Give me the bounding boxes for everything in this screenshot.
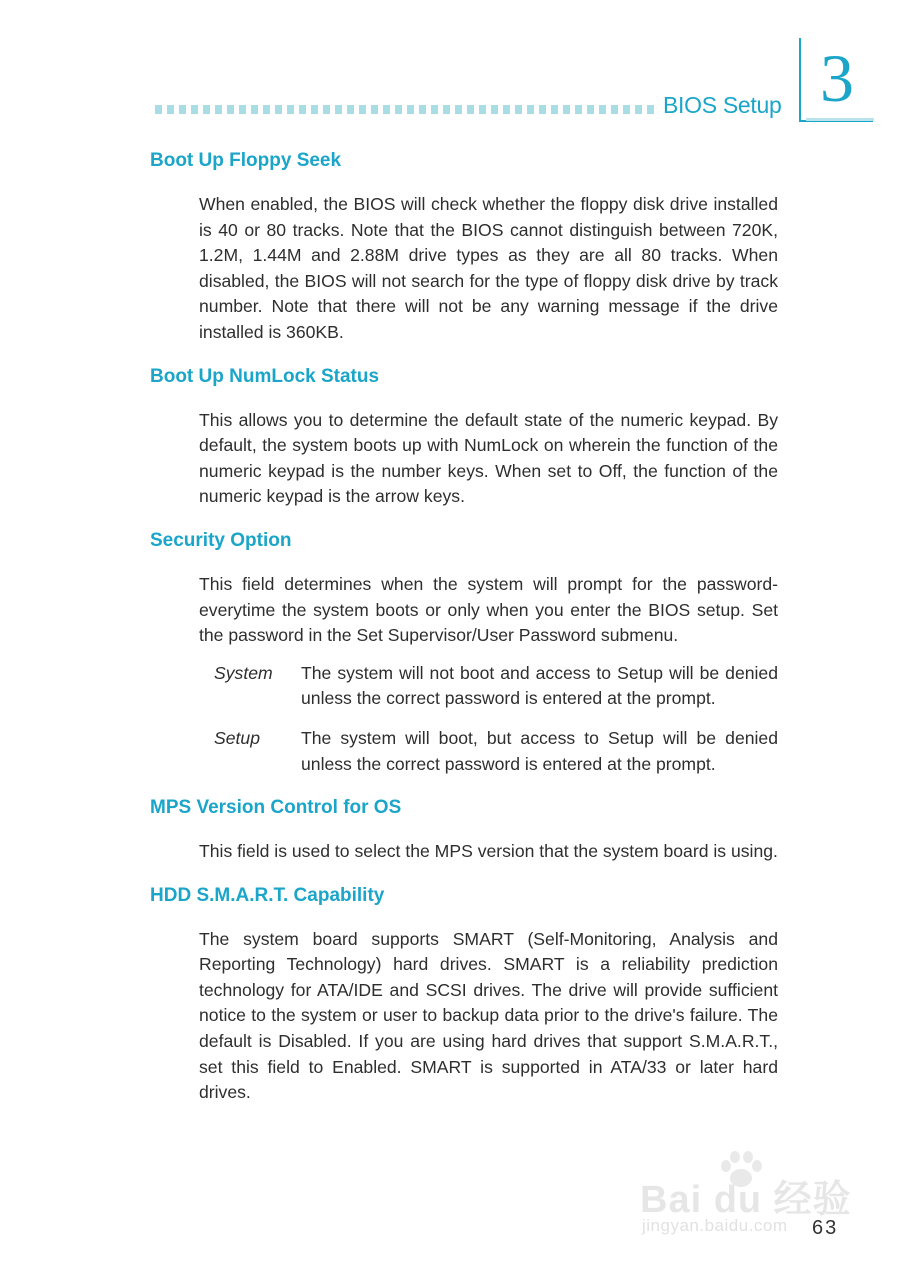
option-item [214,726,778,777]
section-boot-up-numlock-status [150,364,778,510]
baidu-watermark [640,1150,860,1260]
option-description: The system will not boot and access to Setup will be denied unless the correct password is entered at the prompt. [301,662,778,709]
header-title: BIOS Setup [663,92,782,118]
page-number: 63 [812,1217,839,1239]
option-item [214,661,778,712]
section-boot-up-floppy-seek [150,148,778,346]
watermark-logo: Bai du 经验 [640,1179,852,1221]
section-heading: Boot Up Floppy Seek [150,150,342,171]
watermark-url: jingyan.baidu.com [642,1216,788,1235]
section-heading: MPS Version Control for OS [150,797,402,819]
option-term: Setup [214,727,260,748]
section-heading: Security Option [150,529,292,551]
chapter-tab-shadow [806,118,874,121]
header-dotted-rule [155,105,655,114]
page-content [150,148,778,1124]
section-paragraph: The system board supports SMART (Self-Monitoring, Analysis and Reporting Technology) hard drives. SMART is a reliability prediction technology for ATA/IDE and SCSI drives. The drive will provide sufficient notice to the system or user to backup data prior to the drive's failure. The default is Disabled. If you are using hard drives that support S.M.A.R.T., set this field to Enabled. SMART is supported in ATA/33 or later hard drives. [199,928,778,1103]
section-paragraph: This allows you to determine the default state of the numeric keypad. By default, the system boots up with NumLock on wherein the function of the numeric keypad is the number keys. When set to Off, the function of the numeric keypad is the arrow keys. [199,409,778,507]
section-mps-version-control [150,795,778,865]
section-security-option [150,528,778,777]
chapter-number: 3 [820,40,854,116]
section-heading: HDD S.M.A.R.T. Capability [150,884,385,906]
option-term: System [214,662,273,683]
section-paragraph: When enabled, the BIOS will check whether the floppy disk drive installed is 40 or 80 tracks. Note that the BIOS cannot distinguish between 720K, 1.2M, 1.44M and 2.88M drive types as they are all 80 tracks. When disabled, the BIOS will not search for the type of floppy disk drive by track number. Note that there will not be any warning message if the drive installed is 360KB. [199,194,778,342]
section-paragraph: This field is used to select the MPS version that the system board is using. [199,841,778,862]
section-hdd-smart-capability [150,883,778,1106]
section-paragraph: This field determines when the system will prompt for the password-everytime the system boots or only when you enter the BIOS setup. Set the password in the Set Supervisor/User Password submenu. [199,573,778,646]
section-heading: Boot Up NumLock Status [150,365,380,387]
option-list [150,661,778,777]
option-description: The system will boot, but access to Setup will be denied unless the correct password is entered at the prompt. [301,727,778,774]
